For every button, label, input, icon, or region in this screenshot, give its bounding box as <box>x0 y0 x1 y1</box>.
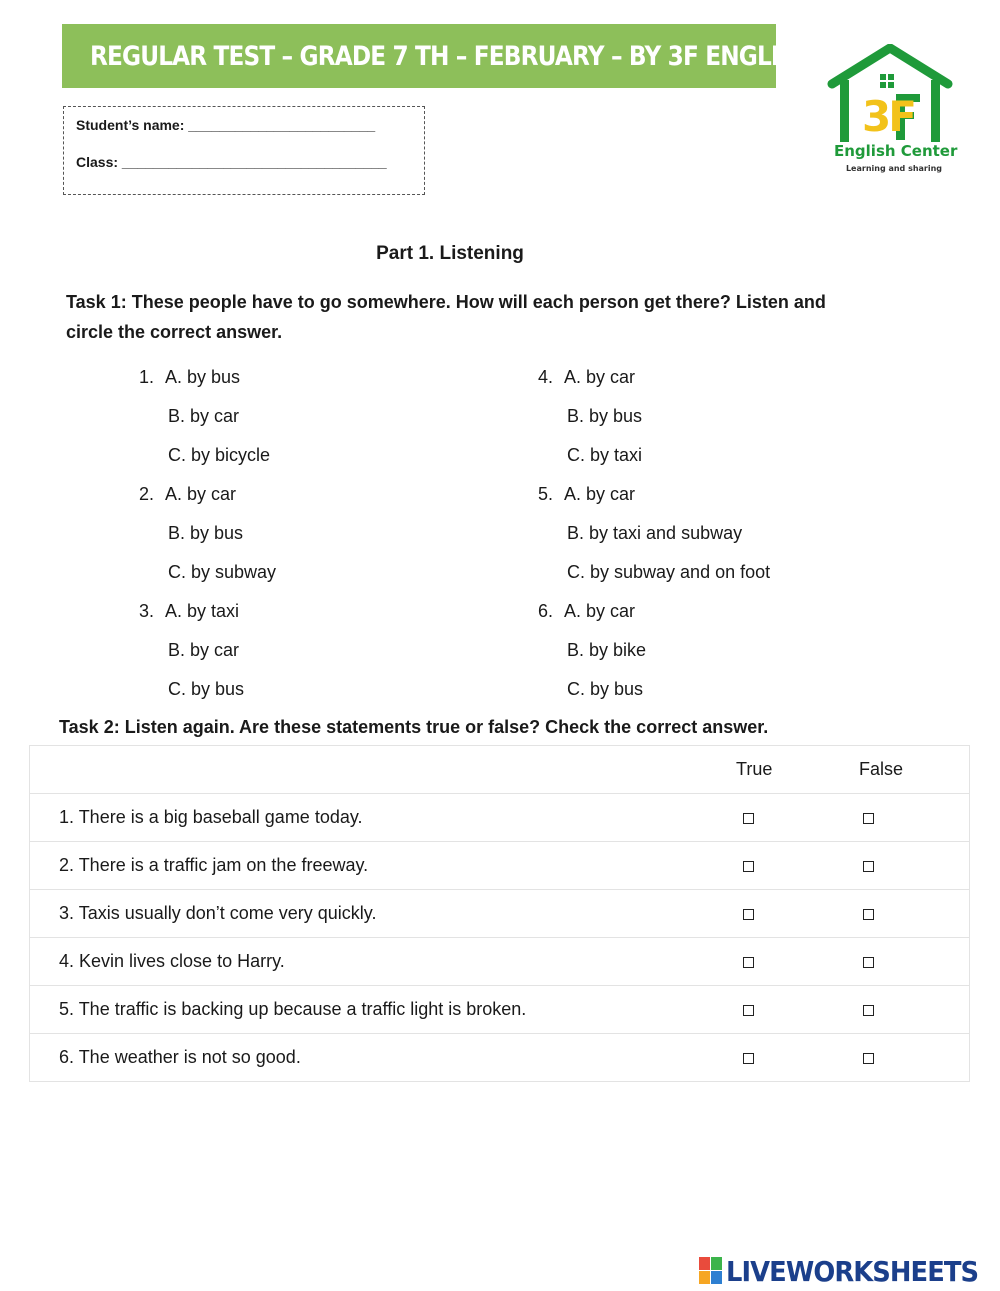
student-info-box <box>63 106 425 195</box>
table-row <box>30 1034 970 1082</box>
q4-option-b[interactable]: B. by bus <box>567 406 643 426</box>
false-checkbox-4[interactable] <box>863 957 874 968</box>
part-title: Part 1. Listening <box>376 243 524 264</box>
liveworksheets-brand <box>699 1255 1000 1287</box>
q2-option-b[interactable]: B. by bus <box>168 523 244 543</box>
false-checkbox-5[interactable] <box>863 1005 874 1016</box>
q2-option-a[interactable]: A. by car <box>165 484 237 504</box>
q5-option-b[interactable]: B. by taxi and subway <box>567 523 743 543</box>
table-row <box>30 794 970 842</box>
true-checkbox-3[interactable] <box>743 909 754 920</box>
q4-option-a[interactable]: A. by car <box>564 367 636 387</box>
q5-number: 5. <box>538 484 554 504</box>
statement-4: 4. Kevin lives close to Harry. <box>30 938 737 986</box>
q5-option-a[interactable]: A. by car <box>564 484 636 504</box>
q2-option-c[interactable]: C. by subway <box>168 562 277 582</box>
class-field[interactable]: Class: __________________________________ <box>76 154 387 170</box>
false-checkbox-1[interactable] <box>863 813 874 824</box>
q4-option-c[interactable]: C. by taxi <box>567 445 643 465</box>
logo-name: English Center <box>834 142 958 160</box>
q3-option-b[interactable]: B. by car <box>168 640 240 660</box>
true-checkbox-2[interactable] <box>743 861 754 872</box>
logo-mark: 3F <box>862 92 914 141</box>
student-name-field[interactable]: Student’s name: ________________________ <box>76 117 376 133</box>
statement-3: 3. Taxis usually don’t come very quickly. <box>30 890 737 938</box>
true-checkbox-1[interactable] <box>743 813 754 824</box>
false-column-header: False <box>856 746 970 794</box>
task1-instruction: Task 1: These people have to go somewhere. How will each person get there? Listen and circle the correct answer. <box>66 292 826 342</box>
statement-5: 5. The traffic is backing up because a traffic light is broken. <box>30 986 737 1034</box>
table-row <box>30 938 970 986</box>
q5-option-c[interactable]: C. by subway and on foot <box>567 562 771 582</box>
table-row <box>30 986 970 1034</box>
q6-option-c[interactable]: C. by bus <box>567 679 644 699</box>
true-checkbox-4[interactable] <box>743 957 754 968</box>
true-false-table <box>29 745 970 1082</box>
3f-english-logo <box>826 44 958 178</box>
q1-option-a[interactable]: A. by bus <box>165 367 241 387</box>
q3-option-c[interactable]: C. by bus <box>168 679 245 699</box>
table-header-row <box>30 746 970 794</box>
table-row <box>30 842 970 890</box>
false-checkbox-6[interactable] <box>863 1053 874 1064</box>
statement-1: 1. There is a big baseball game today. <box>30 794 737 842</box>
q6-option-a[interactable]: A. by car <box>564 601 636 621</box>
liveworksheets-blocks-icon <box>699 1257 723 1285</box>
statement-2: 2. There is a traffic jam on the freeway. <box>30 842 737 890</box>
false-checkbox-2[interactable] <box>863 861 874 872</box>
false-checkbox-3[interactable] <box>863 909 874 920</box>
true-column-header: True <box>736 746 856 794</box>
q2-number: 2. <box>139 484 155 504</box>
q3-number: 3. <box>139 601 155 621</box>
logo-tagline: Learning and sharing <box>845 164 943 173</box>
q1-option-b[interactable]: B. by car <box>168 406 240 426</box>
title-banner <box>62 24 814 88</box>
banner-title: REGULAR TEST – GRADE 7 TH – FEBRUARY – BY 3F ENGLISH <box>90 40 814 72</box>
true-checkbox-5[interactable] <box>743 1005 754 1016</box>
q6-number: 6. <box>538 601 554 621</box>
q4-number: 4. <box>538 367 554 387</box>
true-checkbox-6[interactable] <box>743 1053 754 1064</box>
task2-instruction: Task 2: Listen again. Are these statements true or false? Check the correct answer. <box>59 717 769 737</box>
statement-6: 6. The weather is not so good. <box>30 1034 737 1082</box>
q6-option-b[interactable]: B. by bike <box>567 640 647 660</box>
q3-option-a[interactable]: A. by taxi <box>165 601 240 621</box>
q1-option-c[interactable]: C. by bicycle <box>168 445 271 465</box>
q1-number: 1. <box>139 367 155 387</box>
liveworksheets-wordmark: LIVEWORKSHEETS <box>726 1254 979 1288</box>
table-row <box>30 890 970 938</box>
